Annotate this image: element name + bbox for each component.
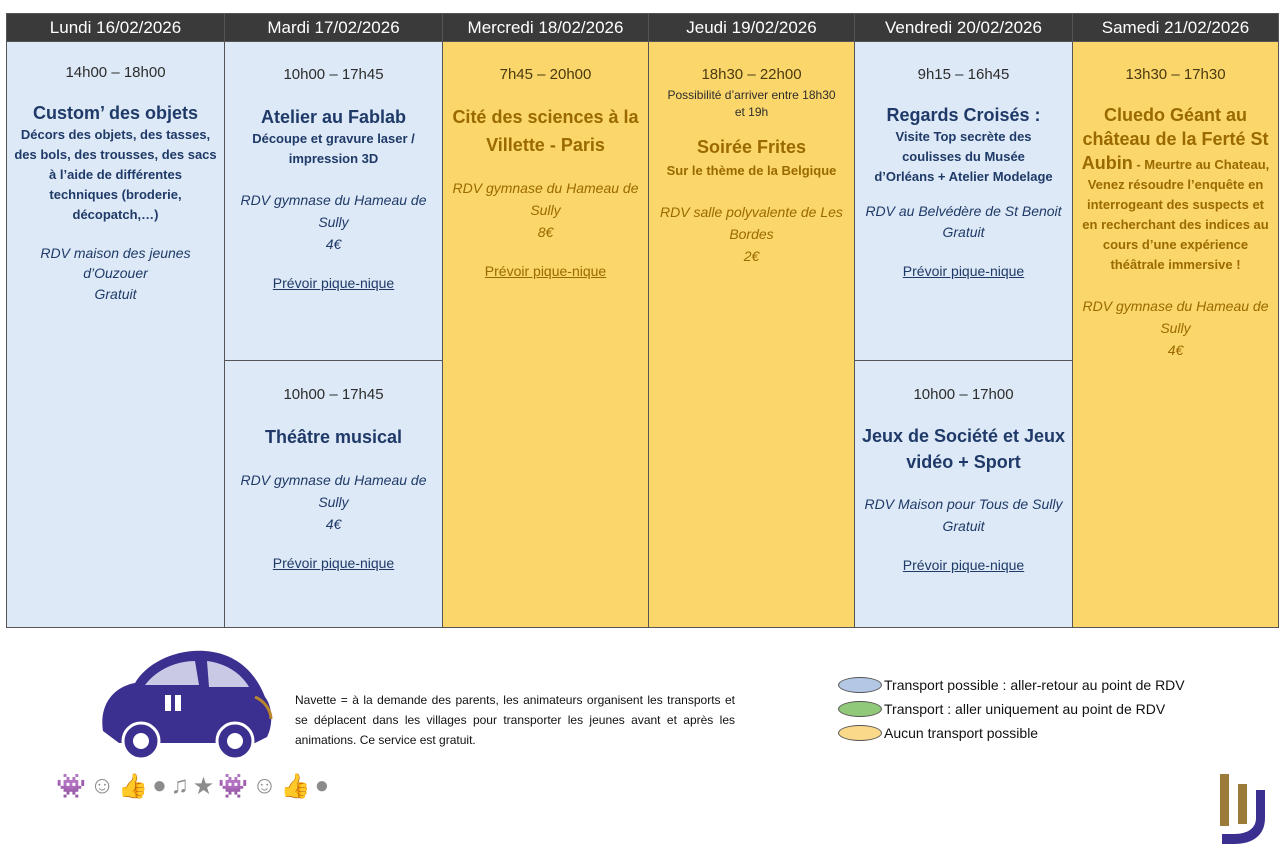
activity-title: Théâtre musical [264,427,403,447]
thumbs-up-icon: 👍 [280,773,311,800]
legend-item [838,698,1185,719]
activity-time: 10h00 – 17h45 [283,66,384,83]
activity-price: Gratuit [94,286,137,302]
activity-location: RDV gymnase du Hameau de Sully [1082,298,1269,336]
legend-label: Aucun transport possible [884,724,1039,741]
navette-description: Navette = à la demande des parents, les animateurs organisent les transports et se déplacent dans les villages pour transporter les jeunes avant et après les animations. Ce service est gratuit. [295,693,735,747]
headphones-icon: ♫ [170,772,189,799]
activity-cell [855,386,1072,573]
activity-title: Regards Croisés : [886,105,1041,125]
activity-price: Gratuit [942,224,985,240]
activity-time: 13h30 – 17h30 [1125,66,1226,83]
activity-cell [855,66,1072,279]
activity-cell [7,64,224,305]
legend-item [838,722,1185,743]
smiley-icon: ☺ [89,772,115,799]
day-column-thursday [649,14,855,627]
activity-time: 14h00 – 18h00 [65,64,166,81]
activity-note: Possibilité d’arriver entre 18h30 et 19h [667,88,836,119]
activity-title: Atelier au Fablab [260,107,407,127]
activity-title: Jeux de Société et Jeux vidéo + Sport [861,426,1066,472]
transport-legend [838,674,1185,746]
activity-location: RDV Maison pour Tous de Sully [864,496,1063,512]
shuttle-car-icon [95,645,275,763]
legend-label: Transport : aller uniquement au point de RDV [884,700,1166,717]
cell-divider [225,360,442,361]
day-column-monday [7,14,225,627]
activity-price: 4€ [325,236,342,252]
activity-location: RDV maison des jeunes d’Ouzouer [40,245,191,281]
activity-cell [225,66,442,291]
cell-divider [855,360,1072,361]
activity-description: Découpe et gravure laser / impression 3D [252,131,415,166]
activity-time: 7h45 – 20h00 [499,66,592,83]
activity-time: 9h15 – 16h45 [917,66,1010,83]
legend-swatch-blue [838,677,882,693]
activity-location: RDV gymnase du Hameau de Sully [240,192,427,230]
activity-title: Soirée Frites [696,137,807,157]
legend-item [838,674,1185,695]
activity-title-block [1079,103,1272,275]
activity-description: Visite Top secrète des coulisses du Musée d’Orléans + Atelier Modelage [874,129,1053,184]
decorative-icon-row [56,772,329,801]
activity-title: Cluedo Géant au château de la Ferté St Aubin [1081,105,1269,173]
legend-label: Transport possible : aller-retour au point de RDV [884,676,1185,693]
day-header: Samedi 21/02/2026 [1073,14,1278,42]
day-header: Vendredi 20/02/2026 [855,14,1072,42]
activity-price: 8€ [537,224,554,240]
activity-description: Sur le thème de la Belgique [666,163,837,178]
activity-title: Custom’ des objets [32,103,199,123]
thumbs-up-icon: 👍 [118,773,149,800]
picnic-link[interactable]: Prévoir pique-nique [902,557,1025,573]
basketball-icon: ● [152,772,167,799]
space-invader-icon: 👾 [56,773,86,800]
activity-price: 4€ [1167,342,1184,358]
activity-price: 4€ [325,516,342,532]
star-icon: ★ [192,773,215,800]
activity-cell [225,386,442,571]
space-invader-icon: 👾 [218,773,249,800]
activity-location: RDV salle polyvalente de Les Bordes [660,204,843,242]
day-header: Jeudi 19/02/2026 [649,14,854,42]
picnic-link[interactable]: Prévoir pique-nique [272,555,395,571]
day-header: Mercredi 18/02/2026 [443,14,648,42]
picnic-link[interactable]: Prévoir pique-nique [902,263,1025,279]
day-column-wednesday [443,14,649,627]
activity-description: - Meurtre au Chateau, Venez résoudre l’enquête en interrogeant des suspects et en recherchant des indices au cours d’une expérience théâtrale immersive ! [1082,157,1270,272]
activity-cell [443,66,648,279]
activity-price: Gratuit [942,518,985,534]
activity-time: 18h30 – 22h00 [701,66,802,83]
day-column-saturday [1073,14,1278,627]
activity-time: 10h00 – 17h00 [913,386,1014,403]
day-column-tuesday [225,14,443,627]
activity-cell [1073,66,1278,361]
activity-location: RDV gymnase du Hameau de Sully [240,472,427,510]
activity-cell [649,66,854,267]
smiley-icon: ☺ [252,772,277,799]
logo-icon [1218,770,1274,850]
picnic-link[interactable]: Prévoir pique-nique [484,263,607,279]
activity-description: Décors des objets, des tasses, des bols, des trousses, des sacs à l’aide de différentes techniques (broderie, décopatch,…) [14,127,217,222]
activity-time: 10h00 – 17h45 [283,386,384,403]
day-column-friday [855,14,1073,627]
activity-price: 2€ [743,248,760,264]
legend-swatch-yellow [838,725,882,741]
schedule-table [6,13,1279,628]
activity-title: Cité des sciences à la Villette - Paris [452,107,639,155]
day-header: Mardi 17/02/2026 [225,14,442,42]
day-header: Lundi 16/02/2026 [7,14,224,42]
legend-swatch-green [838,701,882,717]
activity-location: RDV au Belvédère de St Benoit [865,203,1062,219]
activity-location: RDV gymnase du Hameau de Sully [452,180,639,218]
basketball-icon: ● [314,772,330,799]
picnic-link[interactable]: Prévoir pique-nique [272,275,395,291]
